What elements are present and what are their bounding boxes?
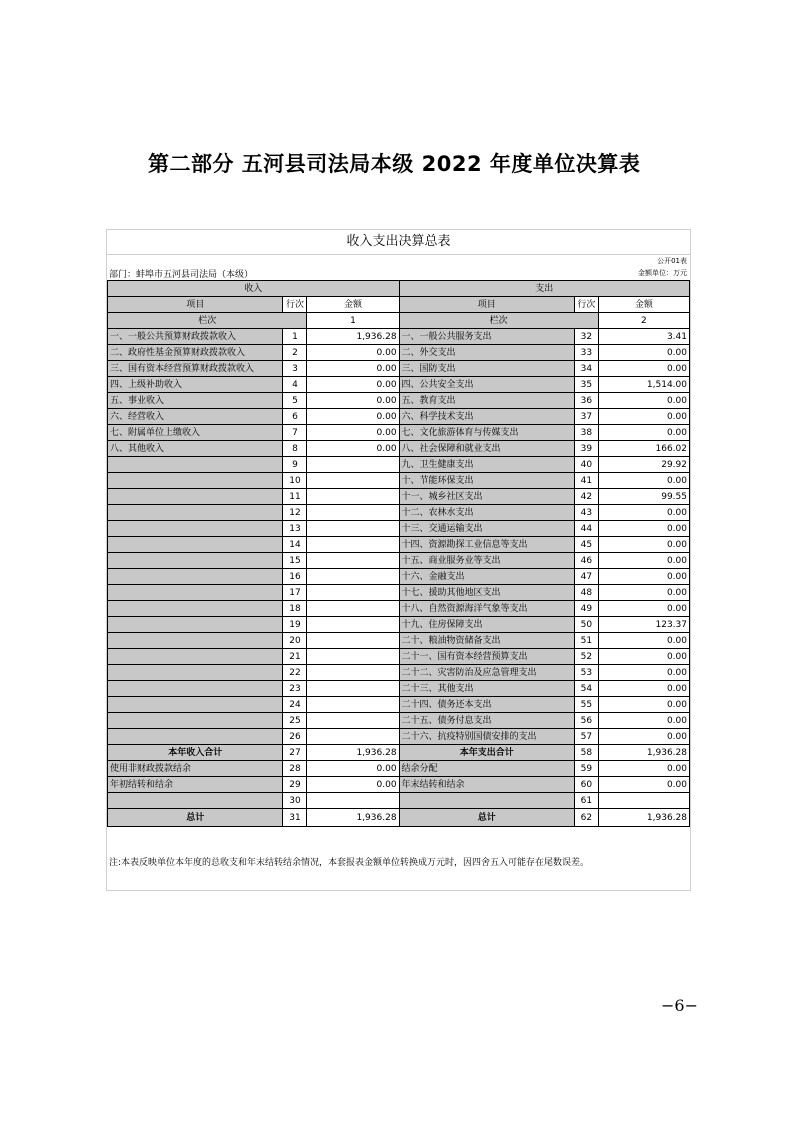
expense-amount-cell: 0.00 [598,569,689,585]
income-item-cell: 七、附属单位上缴收入 [108,425,283,441]
income-expense-table [107,280,690,827]
income-item-cell: 年初结转和结余 [108,777,283,793]
expense-item-cell: 十五、商业服务业等支出 [399,553,574,569]
income-item-cell: 六、经营收入 [108,409,283,425]
table-row [108,425,690,441]
income-item-cell [108,569,283,585]
income-item-cell: 总计 [108,809,283,827]
income-row-number: 11 [283,489,307,505]
income-item-cell [108,649,283,665]
expense-item-cell: 二、外交支出 [399,345,574,361]
income-amount-cell [307,713,399,729]
expense-item-cell: 三、国防支出 [399,361,574,377]
table-row [108,713,690,729]
table-row [108,553,690,569]
expense-row-number: 44 [574,521,598,537]
column-header-row [108,297,690,313]
income-row-number: 23 [283,681,307,697]
income-row-number: 25 [283,713,307,729]
income-item-cell [108,697,283,713]
expense-amount-cell: 0.00 [598,553,689,569]
expense-amount-cell: 0.00 [598,585,689,601]
income-row-number: 19 [283,617,307,633]
income-row-number: 17 [283,585,307,601]
income-amount-cell [307,681,399,697]
column-index-row [108,313,690,329]
income-lanci-value: 1 [307,313,399,329]
income-amount-cell: 0.00 [307,441,399,457]
income-item-cell [108,521,283,537]
table-row [108,377,690,393]
amount-unit: 金额单位：万元 [638,269,687,277]
table-row [108,793,690,809]
expense-row-number: 43 [574,505,598,521]
income-amount-cell: 0.00 [307,761,399,777]
expense-item-cell: 二十四、债务还本支出 [399,697,574,713]
income-row-number: 18 [283,601,307,617]
income-item-cell: 使用非财政拨款结余 [108,761,283,777]
expense-amount-cell: 1,514.00 [598,377,689,393]
income-row-number: 14 [283,537,307,553]
income-row-number: 29 [283,777,307,793]
expense-row-number: 45 [574,537,598,553]
income-item-cell [108,601,283,617]
expense-item-cell: 十一、城乡社区支出 [399,489,574,505]
income-amount-cell [307,793,399,809]
income-item-cell: 本年收入合计 [108,745,283,761]
income-row-number: 16 [283,569,307,585]
expense-item-cell: 二十、粮油物资储备支出 [399,633,574,649]
expense-amount-cell: 0.00 [598,361,689,377]
table-row [108,329,690,345]
expense-item-cell: 十四、资源勘探工业信息等支出 [399,537,574,553]
table-row [108,361,690,377]
income-amount-cell: 0.00 [307,377,399,393]
income-amount-cell [307,697,399,713]
table-row [108,345,690,361]
expense-row-number: 35 [574,377,598,393]
expense-row-number: 41 [574,473,598,489]
income-amount-cell: 1,936.28 [307,745,399,761]
expense-amount-cell: 0.00 [598,777,689,793]
expense-amount-cell: 0.00 [598,633,689,649]
income-item-cell: 二、政府性基金预算财政拨款收入 [108,345,283,361]
expense-item-cell: 二十六、抗疫特别国债安排的支出 [399,729,574,745]
expense-row-number: 62 [574,809,598,827]
table-row [108,409,690,425]
income-amount-cell [307,569,399,585]
expense-item-header: 项目 [399,297,574,313]
income-row-number: 24 [283,697,307,713]
income-item-cell [108,665,283,681]
income-amount-cell: 0.00 [307,361,399,377]
income-item-cell [108,489,283,505]
expense-amount-cell: 0.00 [598,665,689,681]
income-item-cell: 一、一般公共预算财政拨款收入 [108,329,283,345]
table-row [108,777,690,793]
table-row [108,729,690,745]
expense-item-cell: 结余分配 [399,761,574,777]
expense-item-cell: 八、社会保障和就业支出 [399,441,574,457]
expense-amount-cell: 29.92 [598,457,689,473]
expense-row-number: 38 [574,425,598,441]
expense-item-cell: 十、节能环保支出 [399,473,574,489]
income-item-cell [108,553,283,569]
income-row-number: 31 [283,809,307,827]
income-item-cell [108,473,283,489]
income-amount-cell [307,617,399,633]
income-item-cell [108,729,283,745]
page-number: −6− [661,996,698,1015]
table-row [108,457,690,473]
expense-item-cell: 十九、住房保障支出 [399,617,574,633]
expense-item-cell: 二十一、国有资本经营预算支出 [399,649,574,665]
expense-amount-cell: 0.00 [598,393,689,409]
table-row [108,521,690,537]
income-row-number: 26 [283,729,307,745]
expense-amount-cell: 1,936.28 [598,745,689,761]
expense-row-number: 34 [574,361,598,377]
expense-amount-cell: 166.02 [598,441,689,457]
expense-amount-cell: 0.00 [598,345,689,361]
expense-amount-cell: 0.00 [598,729,689,745]
income-row-number: 27 [283,745,307,761]
table-row [108,745,690,761]
table-row [108,601,690,617]
income-item-cell [108,633,283,649]
income-row-number: 28 [283,761,307,777]
table-row [108,697,690,713]
expense-amount-header: 金额 [598,297,689,313]
expense-row-number: 60 [574,777,598,793]
expense-amount-cell: 0.00 [598,473,689,489]
table-row [108,617,690,633]
expense-amount-cell: 0.00 [598,713,689,729]
income-row-number: 6 [283,409,307,425]
expense-row-number: 56 [574,713,598,729]
income-row-number: 10 [283,473,307,489]
income-lanci-label: 栏次 [108,313,307,329]
income-row-number: 1 [283,329,307,345]
expense-amount-cell: 0.00 [598,761,689,777]
income-row-number: 30 [283,793,307,809]
expense-row-number: 61 [574,793,598,809]
expense-amount-cell: 0.00 [598,649,689,665]
expense-row-number: 47 [574,569,598,585]
income-row-number: 7 [283,425,307,441]
income-item-header: 项目 [108,297,283,313]
income-item-cell [108,505,283,521]
table-row [108,649,690,665]
income-item-cell [108,681,283,697]
income-item-cell: 四、上级补助收入 [108,377,283,393]
expense-item-cell: 五、教育支出 [399,393,574,409]
expense-amount-cell: 0.00 [598,505,689,521]
table-row [108,537,690,553]
income-row-number: 8 [283,441,307,457]
income-row-header: 行次 [283,297,307,313]
income-item-cell: 三、国有资本经营预算财政拨款收入 [108,361,283,377]
income-amount-cell [307,521,399,537]
income-item-cell [108,585,283,601]
income-item-cell [108,617,283,633]
income-item-cell [108,457,283,473]
table-title: 收入支出决算总表 [107,230,690,255]
expense-row-number: 40 [574,457,598,473]
page-heading: 第二部分 五河县司法局本级 2022 年度单位决算表 [148,152,641,176]
expense-amount-cell: 0.00 [598,681,689,697]
income-amount-cell [307,505,399,521]
expense-item-cell: 四、公共安全支出 [399,377,574,393]
income-amount-cell [307,649,399,665]
expense-item-cell: 九、卫生健康支出 [399,457,574,473]
expense-row-number: 49 [574,601,598,617]
income-amount-cell: 0.00 [307,425,399,441]
income-amount-cell [307,553,399,569]
expense-row-number: 48 [574,585,598,601]
department-label: 部门：蚌埠市五河县司法局（本级） [109,270,254,280]
expense-amount-cell: 1,936.28 [598,809,689,827]
expense-row-number: 46 [574,553,598,569]
table-row [108,665,690,681]
expense-item-cell: 十二、农林水支出 [399,505,574,521]
expense-row-number: 58 [574,745,598,761]
table-row [108,473,690,489]
expense-lanci-value: 2 [598,313,689,329]
expense-item-cell: 二十二、灾害防治及应急管理支出 [399,665,574,681]
income-item-cell: 八、其他收入 [108,441,283,457]
expense-item-cell: 二十三、其他支出 [399,681,574,697]
income-row-number: 13 [283,521,307,537]
table-row [108,489,690,505]
table-row [108,505,690,521]
expense-amount-cell: 123.37 [598,617,689,633]
expense-row-number: 55 [574,697,598,713]
expense-amount-cell: 0.00 [598,425,689,441]
expense-amount-cell: 0.00 [598,409,689,425]
income-row-number: 3 [283,361,307,377]
expense-item-cell [399,793,574,809]
income-row-number: 21 [283,649,307,665]
expense-row-number: 53 [574,665,598,681]
budget-sheet [106,229,691,891]
table-note: 注:本表反映单位本年度的总收支和年末结转结余情况，本套报表金额单位转换成万元时，因四舍五入可能存在尾数误差。 [109,858,590,868]
expense-item-cell: 七、文化旅游体育与传媒支出 [399,425,574,441]
expense-row-number: 32 [574,329,598,345]
table-row [108,569,690,585]
expense-amount-cell: 0.00 [598,601,689,617]
income-amount-cell: 1,936.28 [307,329,399,345]
expense-item-cell: 十七、援助其他地区支出 [399,585,574,601]
expense-row-number: 51 [574,633,598,649]
expense-row-number: 37 [574,409,598,425]
income-amount-cell [307,473,399,489]
expense-row-number: 52 [574,649,598,665]
income-row-number: 12 [283,505,307,521]
income-amount-cell [307,585,399,601]
expense-amount-cell: 0.00 [598,537,689,553]
expense-item-cell: 二十五、债务付息支出 [399,713,574,729]
table-row [108,681,690,697]
expense-amount-cell: 0.00 [598,521,689,537]
table-row [108,809,690,827]
expense-row-number: 50 [574,617,598,633]
expense-row-number: 57 [574,729,598,745]
expense-item-cell: 十三、交通运输支出 [399,521,574,537]
table-row [108,585,690,601]
income-row-number: 9 [283,457,307,473]
income-amount-cell [307,457,399,473]
table-row [108,393,690,409]
income-amount-cell [307,665,399,681]
income-item-cell [108,537,283,553]
income-amount-cell [307,601,399,617]
income-amount-cell [307,729,399,745]
expense-row-number: 39 [574,441,598,457]
income-amount-cell: 1,936.28 [307,809,399,827]
expense-item-cell: 十六、金融支出 [399,569,574,585]
income-amount-cell [307,489,399,505]
expense-amount-cell: 3.41 [598,329,689,345]
income-item-cell: 五、事业收入 [108,393,283,409]
expense-row-number: 42 [574,489,598,505]
expense-row-header: 行次 [574,297,598,313]
section-header-row [108,281,690,297]
income-item-cell [108,793,283,809]
income-amount-cell [307,633,399,649]
income-section-header: 收入 [108,281,400,297]
income-row-number: 22 [283,665,307,681]
income-amount-cell: 0.00 [307,345,399,361]
income-amount-cell: 0.00 [307,409,399,425]
expense-item-cell: 十八、自然资源海洋气象等支出 [399,601,574,617]
income-row-number: 2 [283,345,307,361]
expense-item-cell: 本年支出合计 [399,745,574,761]
expense-row-number: 33 [574,345,598,361]
income-row-number: 15 [283,553,307,569]
expense-section-header: 支出 [399,281,689,297]
expense-amount-cell [598,793,689,809]
expense-row-number: 59 [574,761,598,777]
income-amount-header: 金额 [307,297,399,313]
expense-amount-cell: 99.55 [598,489,689,505]
table-row [108,761,690,777]
table-row [108,633,690,649]
form-code: 公开01表 [657,257,687,265]
expense-row-number: 54 [574,681,598,697]
expense-item-cell: 总计 [399,809,574,827]
income-amount-cell: 0.00 [307,777,399,793]
expense-item-cell: 年末结转和结余 [399,777,574,793]
expense-item-cell: 一、一般公共服务支出 [399,329,574,345]
expense-amount-cell: 0.00 [598,697,689,713]
income-amount-cell: 0.00 [307,393,399,409]
table-row [108,441,690,457]
income-row-number: 4 [283,377,307,393]
expense-lanci-label: 栏次 [399,313,598,329]
expense-row-number: 36 [574,393,598,409]
income-item-cell [108,713,283,729]
income-amount-cell [307,537,399,553]
income-row-number: 20 [283,633,307,649]
income-row-number: 5 [283,393,307,409]
expense-item-cell: 六、科学技术支出 [399,409,574,425]
